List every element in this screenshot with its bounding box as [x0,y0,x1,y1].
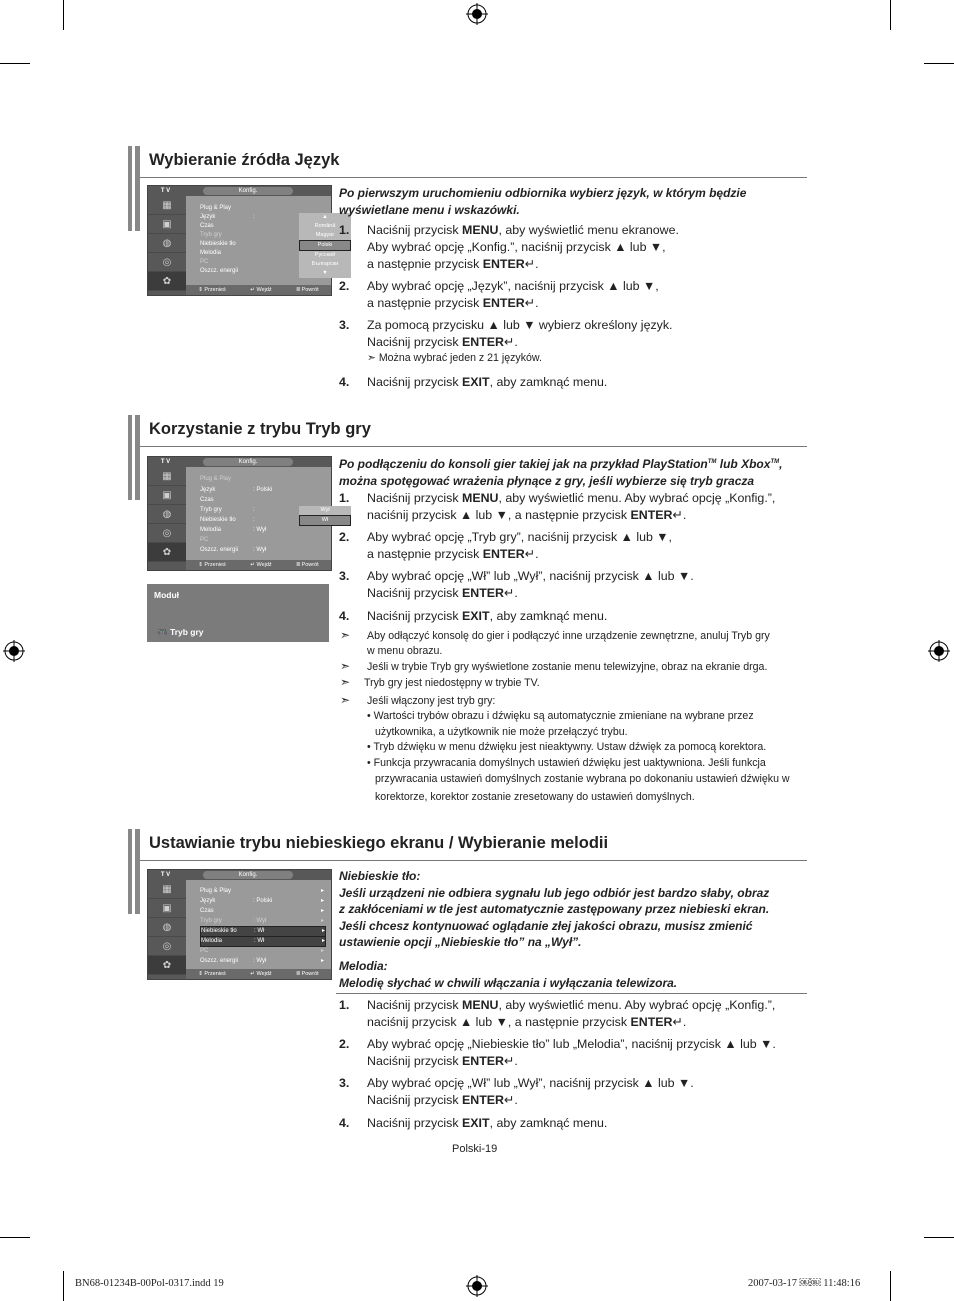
note: w menu obrazu. [367,645,443,657]
menu-row: PC ▸ [200,948,324,954]
page-number: Polski-19 [452,1143,498,1155]
menu-row: Niebieskie tło [200,241,236,247]
module-label: Moduł [154,590,180,600]
note: Jeśli w trybie Tryb gry wyświetlone zostanie menu telewizyjne, obraz na ekranie drga. [367,661,768,673]
note-arrow-icon: ➣ [340,675,351,689]
section-bar [128,146,140,231]
crop-mark [890,0,891,30]
section-rule [140,446,807,447]
menu-row: Tryb gry : Wył ▸ [200,918,324,924]
menu-row: Czas [200,497,214,503]
menu-row: Niebieskie tło : [200,517,255,523]
channel-icon: ◍ [148,505,186,524]
setup-icon: ✿ [148,272,186,291]
note-arrow-icon: ➣ [340,693,351,707]
menu-header: Konfig. [203,187,293,195]
note: • Wartości trybów obrazu i dźwięku są automatycznie zmieniane na wybrane przez [367,710,754,722]
registration-mark-icon [466,3,488,25]
channel-icon: ◍ [148,234,186,253]
section-intro: Po podłączeniu do konsoli gier takiej jak na przykład PlayStation™ lub Xbox™, można spotęgować wrażenia płynące z gry, jeśli wybierze się tryb gracza [339,457,783,488]
section-title: Ustawianie trybu niebieskiego ekranu / Wybieranie melodii [149,834,609,852]
picture-icon: ▦ [148,196,186,215]
crop-mark [0,63,30,64]
menu-row: Oszcz. energii [200,268,239,274]
note-arrow-icon: ➣ [340,628,351,642]
section-title: Wybieranie źródła Język [149,151,340,169]
menu-row: PC [200,537,209,543]
menu-row: Tryb gry [200,232,222,238]
channel-icon: ◍ [148,918,186,937]
note: Tryb gry jest niedostępny w trybie TV. [364,677,540,689]
note: przywracania ustawień domyślnych zostanie wybrana po dokonaniu ustawień dźwięku w [375,773,790,785]
sound-icon: ▣ [148,899,186,918]
input-icon: ◎ [148,253,186,272]
menu-row: PC [200,259,209,265]
menu-row: Plug & Play ▸ [200,888,324,894]
menu-row: Język : Polski [200,487,273,493]
menu-row: Język : Polski ▸ [200,898,324,904]
section-intro: Po pierwszym uruchomieniu odbiornika wybierz język, w którym będzie wyświetlane menu i wskazówki. [339,186,747,217]
footer-date: 2007-03-17 ￼￼ 11:48:16 [748,1278,861,1289]
note: korektorze, korektor zostanie zresetowany do ustawień domyślnych. [375,791,695,803]
language-list: ▲ Română Magyar Polski Русский Български ▼ [299,213,351,278]
section-title: Korzystanie z trybu Tryb gry [149,420,371,438]
menu-row: Język : [200,214,255,220]
section-bar [128,829,140,914]
tv-menu-screenshot: T V Konfig. ▦ ▣ ◍ ◎ ✿ Plug & Play Język : Polski Czas Tryb gry : Niebieskie tło : Melodia : Wył PC Oszcz. energii : Wył Wył Wł ⇕ Przenieś ↵ Wejdź Ⅲ Powrót [147,456,332,571]
note-arrow-icon: ➣ [340,659,351,673]
crop-mark [63,1271,64,1301]
note: ➣ Można wybrać jeden z 21 języków. [367,352,542,364]
gamepad-icon: 🎮 [157,627,168,637]
registration-mark-icon [3,640,25,662]
module-item: 🎮 Tryb gry [157,627,204,637]
menu-row: Plug & Play [200,476,232,482]
section-bar [128,415,140,500]
sound-icon: ▣ [148,486,186,505]
menu-row: Czas ▸ [200,908,324,914]
section-intro: Melodia: Melodię słychać w chwili włączania i wyłączania telewizora. [339,959,678,990]
tv-menu-screenshot: T V Konfig. ▦ ▣ ◍ ◎ ✿ Plug & Play ▸ Język : Polski ▸ Czas ▸ Tryb gry : Wył ▸ Niebieskie tło : Wł ▸ Melodia : Wł ▸ PC ▸ Oszcz. energii : Wył ▸ ⇕ Przenieś ↵ Wejdź Ⅲ Powrót [147,869,332,980]
menu-row-selected: Niebieskie tło : Wł ▸ [200,926,326,937]
note: Aby odłączyć konsolę do gier i podłączyć inne urządzenie zewnętrzne, anuluj Tryb gry [367,630,770,642]
setup-icon: ✿ [148,543,186,562]
menu-row: Tryb gry : [200,507,255,513]
picture-icon: ▦ [148,880,186,899]
section-rule [140,177,807,178]
menu-row-selected: Melodia : Wł ▸ [200,936,326,947]
input-icon: ◎ [148,524,186,543]
note: użytkownika, a użytkownik nie może przełączyć trybu. [375,726,628,738]
menu-row: Oszcz. energii : Wył [200,547,267,553]
registration-mark-icon [928,640,950,662]
setup-icon: ✿ [148,956,186,975]
crop-mark [924,1237,954,1238]
menu-row: Oszcz. energii : Wył ▸ [200,958,324,964]
section-intro: Niebieskie tło: Jeśli urządzeni nie odbiera sygnału lub jego odbiór jest bardzo słaby, obraz z zakłóceniami w tle jest automatycznie zastępowany przez niebieski ekran. Jeśli chcesz kontynuować oglądanie złej jakości obrazu, musisz zmienić ustawienie opcji „Niebieskie tło” na „Wył”. [339,869,770,949]
registration-mark-icon [466,1275,488,1297]
divider [336,993,807,994]
note: Jeśli włączony jest tryb gry: [367,695,496,707]
section-rule [140,860,807,861]
crop-mark [890,1271,891,1301]
footer-file: BN68-01234B-00Pol-0317.indd 19 [75,1278,224,1289]
crop-mark [63,0,64,30]
picture-icon: ▦ [148,467,186,486]
option-list: Wył Wł [299,506,351,526]
menu-tab: T V [160,188,171,194]
menu-row: Melodia [200,250,222,256]
menu-row: Plug & Play [200,205,232,211]
module-box [147,584,329,642]
note: • Tryb dźwięku w menu dźwięku jest nieaktywny. Ustaw dźwięk za pomocą korektora. [367,741,767,753]
crop-mark [924,63,954,64]
menu-row: Czas [200,223,214,229]
crop-mark [0,1237,30,1238]
menu-row: Melodia : Wył [200,527,267,533]
input-icon: ◎ [148,937,186,956]
tv-menu-screenshot: T V Konfig. ▦ ▣ ◍ ◎ ✿ Plug & Play Język : Czas Tryb gry Niebieskie tło Melodia PC Oszcz. energii ▲ Română Magyar Polski Русский Български ▼ ⇕ Przenieś ↵ Wejdź Ⅲ Powrót [147,185,332,296]
note: • Funkcja przywracania domyślnych ustawień dźwięku jest uaktywniona. Jeśli funkcja [367,757,766,769]
sound-icon: ▣ [148,215,186,234]
